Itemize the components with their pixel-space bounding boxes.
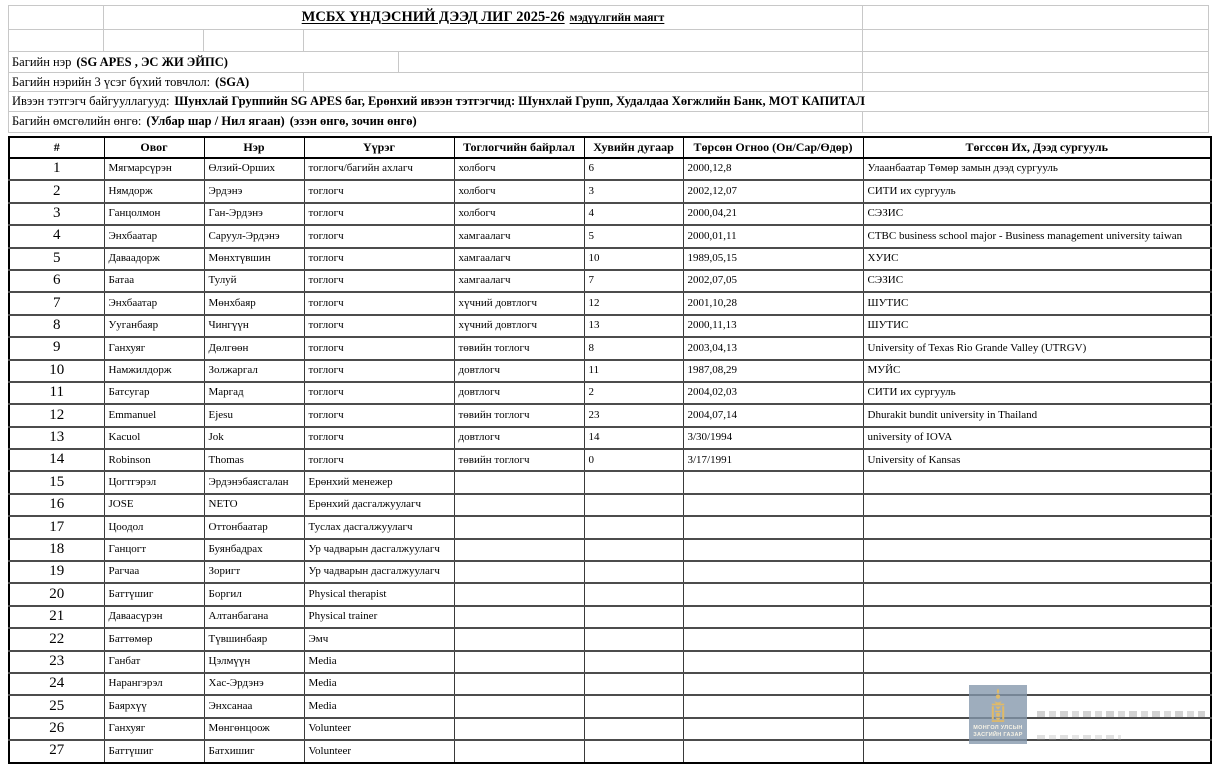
data-cell: NETO <box>204 494 304 516</box>
data-cell: Ууганбаяр <box>104 315 204 337</box>
data-cell <box>584 673 683 695</box>
row-number-cell: 24 <box>9 673 104 695</box>
data-cell: Мөнхбаяр <box>204 292 304 314</box>
data-cell <box>584 539 683 561</box>
data-cell: хамгаалагч <box>454 225 584 247</box>
page-title-main: МСБХ ҮНДЭСНИЙ ДЭЭД ЛИГ 2025-26 <box>301 9 565 25</box>
column-header: Төгссөн Их, Дээд сургууль <box>863 137 1211 158</box>
team-name-value: (SG APES , ЭС ЖИ ЭЙПС) <box>76 55 228 69</box>
data-cell <box>454 516 584 538</box>
data-cell: Robinson <box>104 449 204 471</box>
empty-cell <box>399 52 863 72</box>
empty-cell <box>863 52 1210 72</box>
column-header: # <box>9 137 104 158</box>
form-header <box>8 5 1209 133</box>
empty-cell <box>104 30 204 51</box>
row-number-cell: 8 <box>9 315 104 337</box>
team-abbr-row <box>9 73 1208 92</box>
data-cell <box>863 516 1211 538</box>
data-cell <box>454 740 584 762</box>
data-cell: ШУТИС <box>863 292 1211 314</box>
data-cell: тоглогч <box>304 180 454 202</box>
table-row <box>9 248 1211 270</box>
data-cell: 12 <box>584 292 683 314</box>
data-cell: Мөнгөнцоож <box>204 718 304 740</box>
uniform-color-value: (Улбар шар / Нил ягаан) <box>146 114 285 128</box>
table-row <box>9 449 1211 471</box>
data-cell: тоглогч <box>304 404 454 426</box>
data-cell: Намжилдорж <box>104 360 204 382</box>
data-cell <box>584 583 683 605</box>
data-cell <box>584 695 683 717</box>
data-cell: төвийн тоглогч <box>454 404 584 426</box>
data-cell: тоглогч <box>304 449 454 471</box>
table-row <box>9 427 1211 449</box>
title-cell <box>104 6 863 29</box>
data-cell <box>683 740 863 762</box>
data-cell: Мөнхтүвшин <box>204 248 304 270</box>
table-row <box>9 673 1211 695</box>
data-cell <box>863 561 1211 583</box>
data-cell <box>863 628 1211 650</box>
data-cell: Тулуй <box>204 270 304 292</box>
data-cell: Зоригт <box>204 561 304 583</box>
data-cell: Маргад <box>204 382 304 404</box>
data-cell: 4 <box>584 203 683 225</box>
data-cell <box>683 718 863 740</box>
data-cell: тоглогч <box>304 292 454 314</box>
row-number-cell: 22 <box>9 628 104 650</box>
empty-cell <box>304 30 863 51</box>
data-cell: Volunteer <box>304 718 454 740</box>
data-cell: Чингүүн <box>204 315 304 337</box>
data-cell: Улаанбаатар Төмөр замын дээд сургууль <box>863 158 1211 180</box>
illegible-watermark-text <box>1037 711 1205 717</box>
illegible-watermark-text <box>1037 735 1121 740</box>
data-cell: төвийн тоглогч <box>454 337 584 359</box>
table-row <box>9 404 1211 426</box>
data-cell <box>863 539 1211 561</box>
data-cell: Баттүшиг <box>104 583 204 605</box>
row-number-cell: 14 <box>9 449 104 471</box>
data-cell: Media <box>304 651 454 673</box>
table-row <box>9 203 1211 225</box>
row-number-cell: 9 <box>9 337 104 359</box>
data-cell <box>454 628 584 650</box>
empty-cell <box>9 6 104 29</box>
empty-cell <box>863 30 1210 51</box>
data-cell: 7 <box>584 270 683 292</box>
data-cell <box>863 583 1211 605</box>
data-cell: довтлогч <box>454 427 584 449</box>
table-row <box>9 583 1211 605</box>
data-cell: 2 <box>584 382 683 404</box>
table-row <box>9 337 1211 359</box>
data-cell: 0 <box>584 449 683 471</box>
data-cell: 3/17/1991 <box>683 449 863 471</box>
data-cell: тоглогч <box>304 248 454 270</box>
data-cell: 14 <box>584 427 683 449</box>
data-cell: Нямдорж <box>104 180 204 202</box>
data-cell: тоглогч <box>304 225 454 247</box>
data-cell: тоглогч/багийн ахлагч <box>304 158 454 180</box>
data-cell: CTBC business school major - Business management university taiwan <box>863 225 1211 247</box>
data-cell: СЭЗИС <box>863 203 1211 225</box>
uniform-color-label: Багийн өмсгөлийн өнгө: <box>12 114 142 128</box>
row-number-cell: 5 <box>9 248 104 270</box>
data-cell <box>683 695 863 717</box>
data-cell: холбогч <box>454 180 584 202</box>
data-cell: 8 <box>584 337 683 359</box>
data-cell: Түвшинбаяр <box>204 628 304 650</box>
table-body <box>9 158 1211 763</box>
data-cell: Баттүшиг <box>104 740 204 762</box>
data-cell <box>584 516 683 538</box>
data-cell: 23 <box>584 404 683 426</box>
data-cell: төвийн тоглогч <box>454 449 584 471</box>
data-cell: хамгаалагч <box>454 248 584 270</box>
data-cell: Батхишиг <box>204 740 304 762</box>
data-cell: Туслах дасгалжуулагч <box>304 516 454 538</box>
data-cell: Баярхүү <box>104 695 204 717</box>
header-row <box>9 137 1211 158</box>
row-number-cell: 4 <box>9 225 104 247</box>
data-cell <box>863 471 1211 493</box>
data-cell <box>683 561 863 583</box>
data-cell: Ejesu <box>204 404 304 426</box>
uniform-color-note: (эзэн өнгө, зочин өнгө) <box>289 114 417 128</box>
row-number-cell: 1 <box>9 158 104 180</box>
data-cell: 2001,10,28 <box>683 292 863 314</box>
team-name-label: Багийн нэр <box>12 55 72 69</box>
table-row <box>9 539 1211 561</box>
data-cell: Media <box>304 673 454 695</box>
uniform-color-row <box>9 112 1208 132</box>
data-cell: Ур чадварын дасгалжуулагч <box>304 539 454 561</box>
sponsor-value: Шунхлай Группийн SG APES баг, Ерөнхий ивээн тэтгэгчид: Шунхлай Групп, Худалдаа Хөгжлийн Банк, МОТ КАПИТАЛ <box>174 94 865 108</box>
data-cell: 13 <box>584 315 683 337</box>
row-number-cell: 13 <box>9 427 104 449</box>
data-cell: 10 <box>584 248 683 270</box>
row-number-cell: 3 <box>9 203 104 225</box>
title-row <box>9 6 1208 30</box>
data-cell: тоглогч <box>304 382 454 404</box>
data-cell: 2000,01,11 <box>683 225 863 247</box>
table-row <box>9 740 1211 762</box>
data-cell <box>683 583 863 605</box>
table-row <box>9 561 1211 583</box>
data-cell: 1987,08,29 <box>683 360 863 382</box>
data-cell: Эрдэнэ <box>204 180 304 202</box>
data-cell <box>584 718 683 740</box>
data-cell: Оттонбаатар <box>204 516 304 538</box>
data-cell: Volunteer <box>304 740 454 762</box>
table-row <box>9 382 1211 404</box>
data-cell: Алтанбагана <box>204 606 304 628</box>
sponsor-row <box>9 92 1208 112</box>
data-cell: Emmanuel <box>104 404 204 426</box>
data-cell: Батаа <box>104 270 204 292</box>
data-cell <box>584 606 683 628</box>
data-cell <box>863 606 1211 628</box>
team-name-cell <box>9 52 399 72</box>
uniform-color-cell <box>9 112 863 132</box>
column-header: Овог <box>104 137 204 158</box>
data-cell <box>454 651 584 673</box>
empty-cell <box>204 30 304 51</box>
column-header: Тоглогчийн байрлал <box>454 137 584 158</box>
data-cell: 1989,05,15 <box>683 248 863 270</box>
data-cell: Энхбаатар <box>104 292 204 314</box>
data-cell: ШУТИС <box>863 315 1211 337</box>
data-cell: Physical trainer <box>304 606 454 628</box>
data-cell: 5 <box>584 225 683 247</box>
data-cell: Ганбат <box>104 651 204 673</box>
data-cell: Энхсанаа <box>204 695 304 717</box>
table-row <box>9 360 1211 382</box>
data-cell: довтлогч <box>454 382 584 404</box>
team-abbr-cell <box>9 73 304 91</box>
data-cell <box>454 606 584 628</box>
data-cell: тоглогч <box>304 315 454 337</box>
team-abbr-label: Багийн нэрийн 3 үсэг бүхий товчлол: <box>12 75 211 89</box>
data-cell <box>454 539 584 561</box>
table-row <box>9 315 1211 337</box>
empty-cell <box>9 30 104 51</box>
data-cell: 2002,07,05 <box>683 270 863 292</box>
data-cell: 3 <box>584 180 683 202</box>
data-cell: University of Kansas <box>863 449 1211 471</box>
roster-table <box>8 136 1212 764</box>
data-cell <box>584 628 683 650</box>
data-cell: Эмч <box>304 628 454 650</box>
data-cell: 6 <box>584 158 683 180</box>
data-cell: Даваадорж <box>104 248 204 270</box>
column-header: Нэр <box>204 137 304 158</box>
table-row <box>9 606 1211 628</box>
data-cell: Золжаргал <box>204 360 304 382</box>
watermark-line-2: ЗАСГИЙН ГАЗАР <box>973 731 1023 738</box>
data-cell: СЭЗИС <box>863 270 1211 292</box>
soyombo-icon <box>988 688 1008 724</box>
data-cell: хүчний довтлогч <box>454 315 584 337</box>
data-cell: Энхбаатар <box>104 225 204 247</box>
data-cell: Physical therapist <box>304 583 454 605</box>
data-cell <box>454 471 584 493</box>
row-number-cell: 7 <box>9 292 104 314</box>
data-cell <box>454 561 584 583</box>
data-cell: Хас-Эрдэнэ <box>204 673 304 695</box>
data-cell: Өлзий-Орших <box>204 158 304 180</box>
table-row <box>9 158 1211 180</box>
data-cell: 2000,12,8 <box>683 158 863 180</box>
page-title <box>302 10 665 24</box>
empty-cell <box>863 6 1210 29</box>
data-cell: Ур чадварын дасгалжуулагч <box>304 561 454 583</box>
data-cell: тоглогч <box>304 203 454 225</box>
data-cell <box>454 695 584 717</box>
data-cell <box>863 673 1211 695</box>
data-cell: 3/30/1994 <box>683 427 863 449</box>
data-cell: university of IOVA <box>863 427 1211 449</box>
team-name-row <box>9 52 1208 73</box>
column-header: Төрсөн Огноо (Он/Сар/Өдөр) <box>683 137 863 158</box>
data-cell: Даваасүрэн <box>104 606 204 628</box>
row-number-cell: 17 <box>9 516 104 538</box>
row-number-cell: 6 <box>9 270 104 292</box>
empty-cell <box>863 73 1210 91</box>
data-cell: холбогч <box>454 203 584 225</box>
sponsor-label: Ивээн тэтгэгч байгууллагууд: <box>12 94 170 108</box>
data-cell: JOSE <box>104 494 204 516</box>
data-cell: 2004,07,14 <box>683 404 863 426</box>
data-cell <box>584 471 683 493</box>
data-cell: Боргил <box>204 583 304 605</box>
data-cell <box>683 673 863 695</box>
data-cell: тоглогч <box>304 427 454 449</box>
data-cell: СИТИ их сургууль <box>863 180 1211 202</box>
data-cell: Ганцолмон <box>104 203 204 225</box>
table-row <box>9 471 1211 493</box>
data-cell: Ганцогт <box>104 539 204 561</box>
data-cell <box>584 561 683 583</box>
data-cell: хүчний довтлогч <box>454 292 584 314</box>
table-row <box>9 651 1211 673</box>
data-cell: Эрдэнэбаясгалан <box>204 471 304 493</box>
data-cell: Мягмарсүрэн <box>104 158 204 180</box>
row-number-cell: 2 <box>9 180 104 202</box>
data-cell <box>683 628 863 650</box>
table-row <box>9 270 1211 292</box>
row-number-cell: 11 <box>9 382 104 404</box>
data-cell: Баттөмөр <box>104 628 204 650</box>
watermark-line-1: МОНГОЛ УЛСЫН <box>973 725 1023 731</box>
data-cell <box>863 494 1211 516</box>
data-cell: Рагчаа <box>104 561 204 583</box>
data-cell <box>863 651 1211 673</box>
data-cell: 2000,11,13 <box>683 315 863 337</box>
table-row <box>9 180 1211 202</box>
data-cell: Дөлгөөн <box>204 337 304 359</box>
data-cell: 2004,02,03 <box>683 382 863 404</box>
data-cell: Батсугар <box>104 382 204 404</box>
data-cell <box>683 606 863 628</box>
data-cell: ХУИС <box>863 248 1211 270</box>
empty-row <box>9 30 1208 52</box>
data-cell <box>584 651 683 673</box>
row-number-cell: 18 <box>9 539 104 561</box>
data-cell: тоглогч <box>304 337 454 359</box>
data-cell: довтлогч <box>454 360 584 382</box>
row-number-cell: 12 <box>9 404 104 426</box>
row-number-cell: 20 <box>9 583 104 605</box>
column-header: Хувийн дугаар <box>584 137 683 158</box>
data-cell: Цэлмүүн <box>204 651 304 673</box>
data-cell: Ган-Эрдэнэ <box>204 203 304 225</box>
data-cell: University of Texas Rio Grande Valley (UTRGV) <box>863 337 1211 359</box>
government-watermark-text <box>973 725 1023 738</box>
data-cell: Thomas <box>204 449 304 471</box>
data-cell <box>584 494 683 516</box>
data-cell: Цогтгэрэл <box>104 471 204 493</box>
data-cell <box>584 740 683 762</box>
table-row <box>9 494 1211 516</box>
data-cell: МУЙС <box>863 360 1211 382</box>
table-row <box>9 628 1211 650</box>
empty-cell <box>304 73 863 91</box>
data-cell: Jok <box>204 427 304 449</box>
column-header: Үүрэг <box>304 137 454 158</box>
data-cell: Ганхуяг <box>104 718 204 740</box>
data-cell <box>454 718 584 740</box>
data-cell: Ганхуяг <box>104 337 204 359</box>
row-number-cell: 27 <box>9 740 104 762</box>
row-number-cell: 21 <box>9 606 104 628</box>
data-cell: Ерөнхий менежер <box>304 471 454 493</box>
data-cell: тоглогч <box>304 360 454 382</box>
government-watermark-badge <box>969 685 1027 744</box>
table-row <box>9 292 1211 314</box>
data-cell <box>683 516 863 538</box>
data-cell: 2003,04,13 <box>683 337 863 359</box>
data-cell <box>683 471 863 493</box>
data-cell: Ерөнхий дасгалжуулагч <box>304 494 454 516</box>
table-row <box>9 718 1211 740</box>
data-cell: 2000,04,21 <box>683 203 863 225</box>
table-row <box>9 225 1211 247</box>
data-cell: СИТИ их сургууль <box>863 382 1211 404</box>
table-row <box>9 516 1211 538</box>
data-cell: 11 <box>584 360 683 382</box>
data-cell: тоглогч <box>304 270 454 292</box>
empty-cell <box>863 112 1210 132</box>
data-cell <box>454 494 584 516</box>
row-number-cell: 25 <box>9 695 104 717</box>
team-abbr-value: (SGA) <box>215 75 250 89</box>
data-cell <box>863 740 1211 762</box>
data-cell: Kacuol <box>104 427 204 449</box>
row-number-cell: 16 <box>9 494 104 516</box>
data-cell: Dhurakit bundit university in Thailand <box>863 404 1211 426</box>
row-number-cell: 15 <box>9 471 104 493</box>
data-cell <box>454 583 584 605</box>
row-number-cell: 26 <box>9 718 104 740</box>
row-number-cell: 19 <box>9 561 104 583</box>
data-cell <box>683 651 863 673</box>
row-number-cell: 23 <box>9 651 104 673</box>
data-cell <box>683 494 863 516</box>
table-row <box>9 695 1211 717</box>
row-number-cell: 10 <box>9 360 104 382</box>
page-title-suffix: мэдүүлгийн маягт <box>569 12 665 24</box>
data-cell: Media <box>304 695 454 717</box>
data-cell: Буянбадрах <box>204 539 304 561</box>
data-cell: Нарангэрэл <box>104 673 204 695</box>
data-cell: Саруул-Эрдэнэ <box>204 225 304 247</box>
data-cell: хамгаалагч <box>454 270 584 292</box>
data-cell: 2002,12,07 <box>683 180 863 202</box>
data-cell <box>454 673 584 695</box>
data-cell: Цоодол <box>104 516 204 538</box>
data-cell <box>683 539 863 561</box>
data-cell: холбогч <box>454 158 584 180</box>
